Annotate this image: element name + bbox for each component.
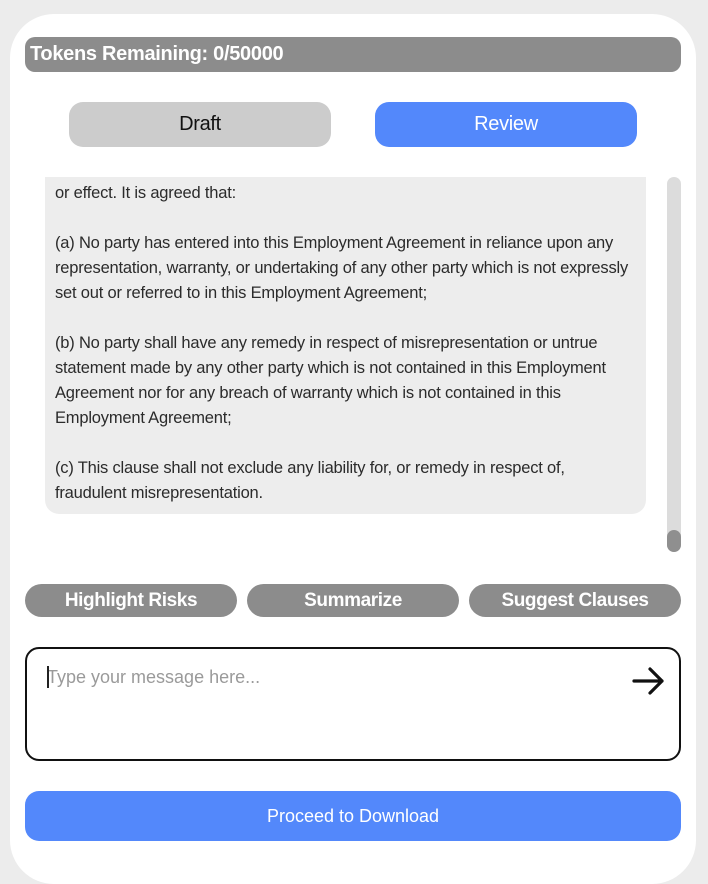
document-scrollbar-thumb[interactable] — [667, 530, 681, 552]
send-button[interactable] — [629, 663, 669, 699]
summarize-button[interactable]: Summarize — [247, 584, 459, 617]
highlight-risks-button[interactable]: Highlight Risks — [25, 584, 237, 617]
suggest-clauses-button[interactable]: Suggest Clauses — [469, 584, 681, 617]
proceed-to-download-button[interactable]: Proceed to Download — [25, 791, 681, 841]
draft-mode-button[interactable]: Draft — [69, 102, 331, 147]
review-mode-button[interactable]: Review — [375, 102, 637, 147]
tokens-remaining-bar — [25, 37, 681, 72]
message-input[interactable] — [47, 663, 607, 691]
document-review-panel[interactable] — [45, 177, 646, 514]
arrow-right-icon — [629, 663, 669, 699]
text-caret — [47, 666, 49, 688]
document-text: or effect. It is agreed that: (a) No party has entered into this Employment Agreement in reliance upon any representation, warranty, or undertaking of any other party which is not expressly set out or referred to in this Employment Agreement; (b) No party shall have any remedy in respect of misrepresentation or untrue statement made by any other party which is not contained in this Employment Agreement nor for any breach of warranty which is not contained in this Employment Agreement; (c) This clause shall not exclude any liability for, or remedy in respect of, fraudulent misrepresentation. — [55, 184, 629, 502]
message-composer — [25, 647, 681, 761]
tokens-remaining-label: Tokens Remaining: 0/50000 — [30, 43, 284, 65]
document-scrollbar[interactable] — [667, 177, 681, 552]
